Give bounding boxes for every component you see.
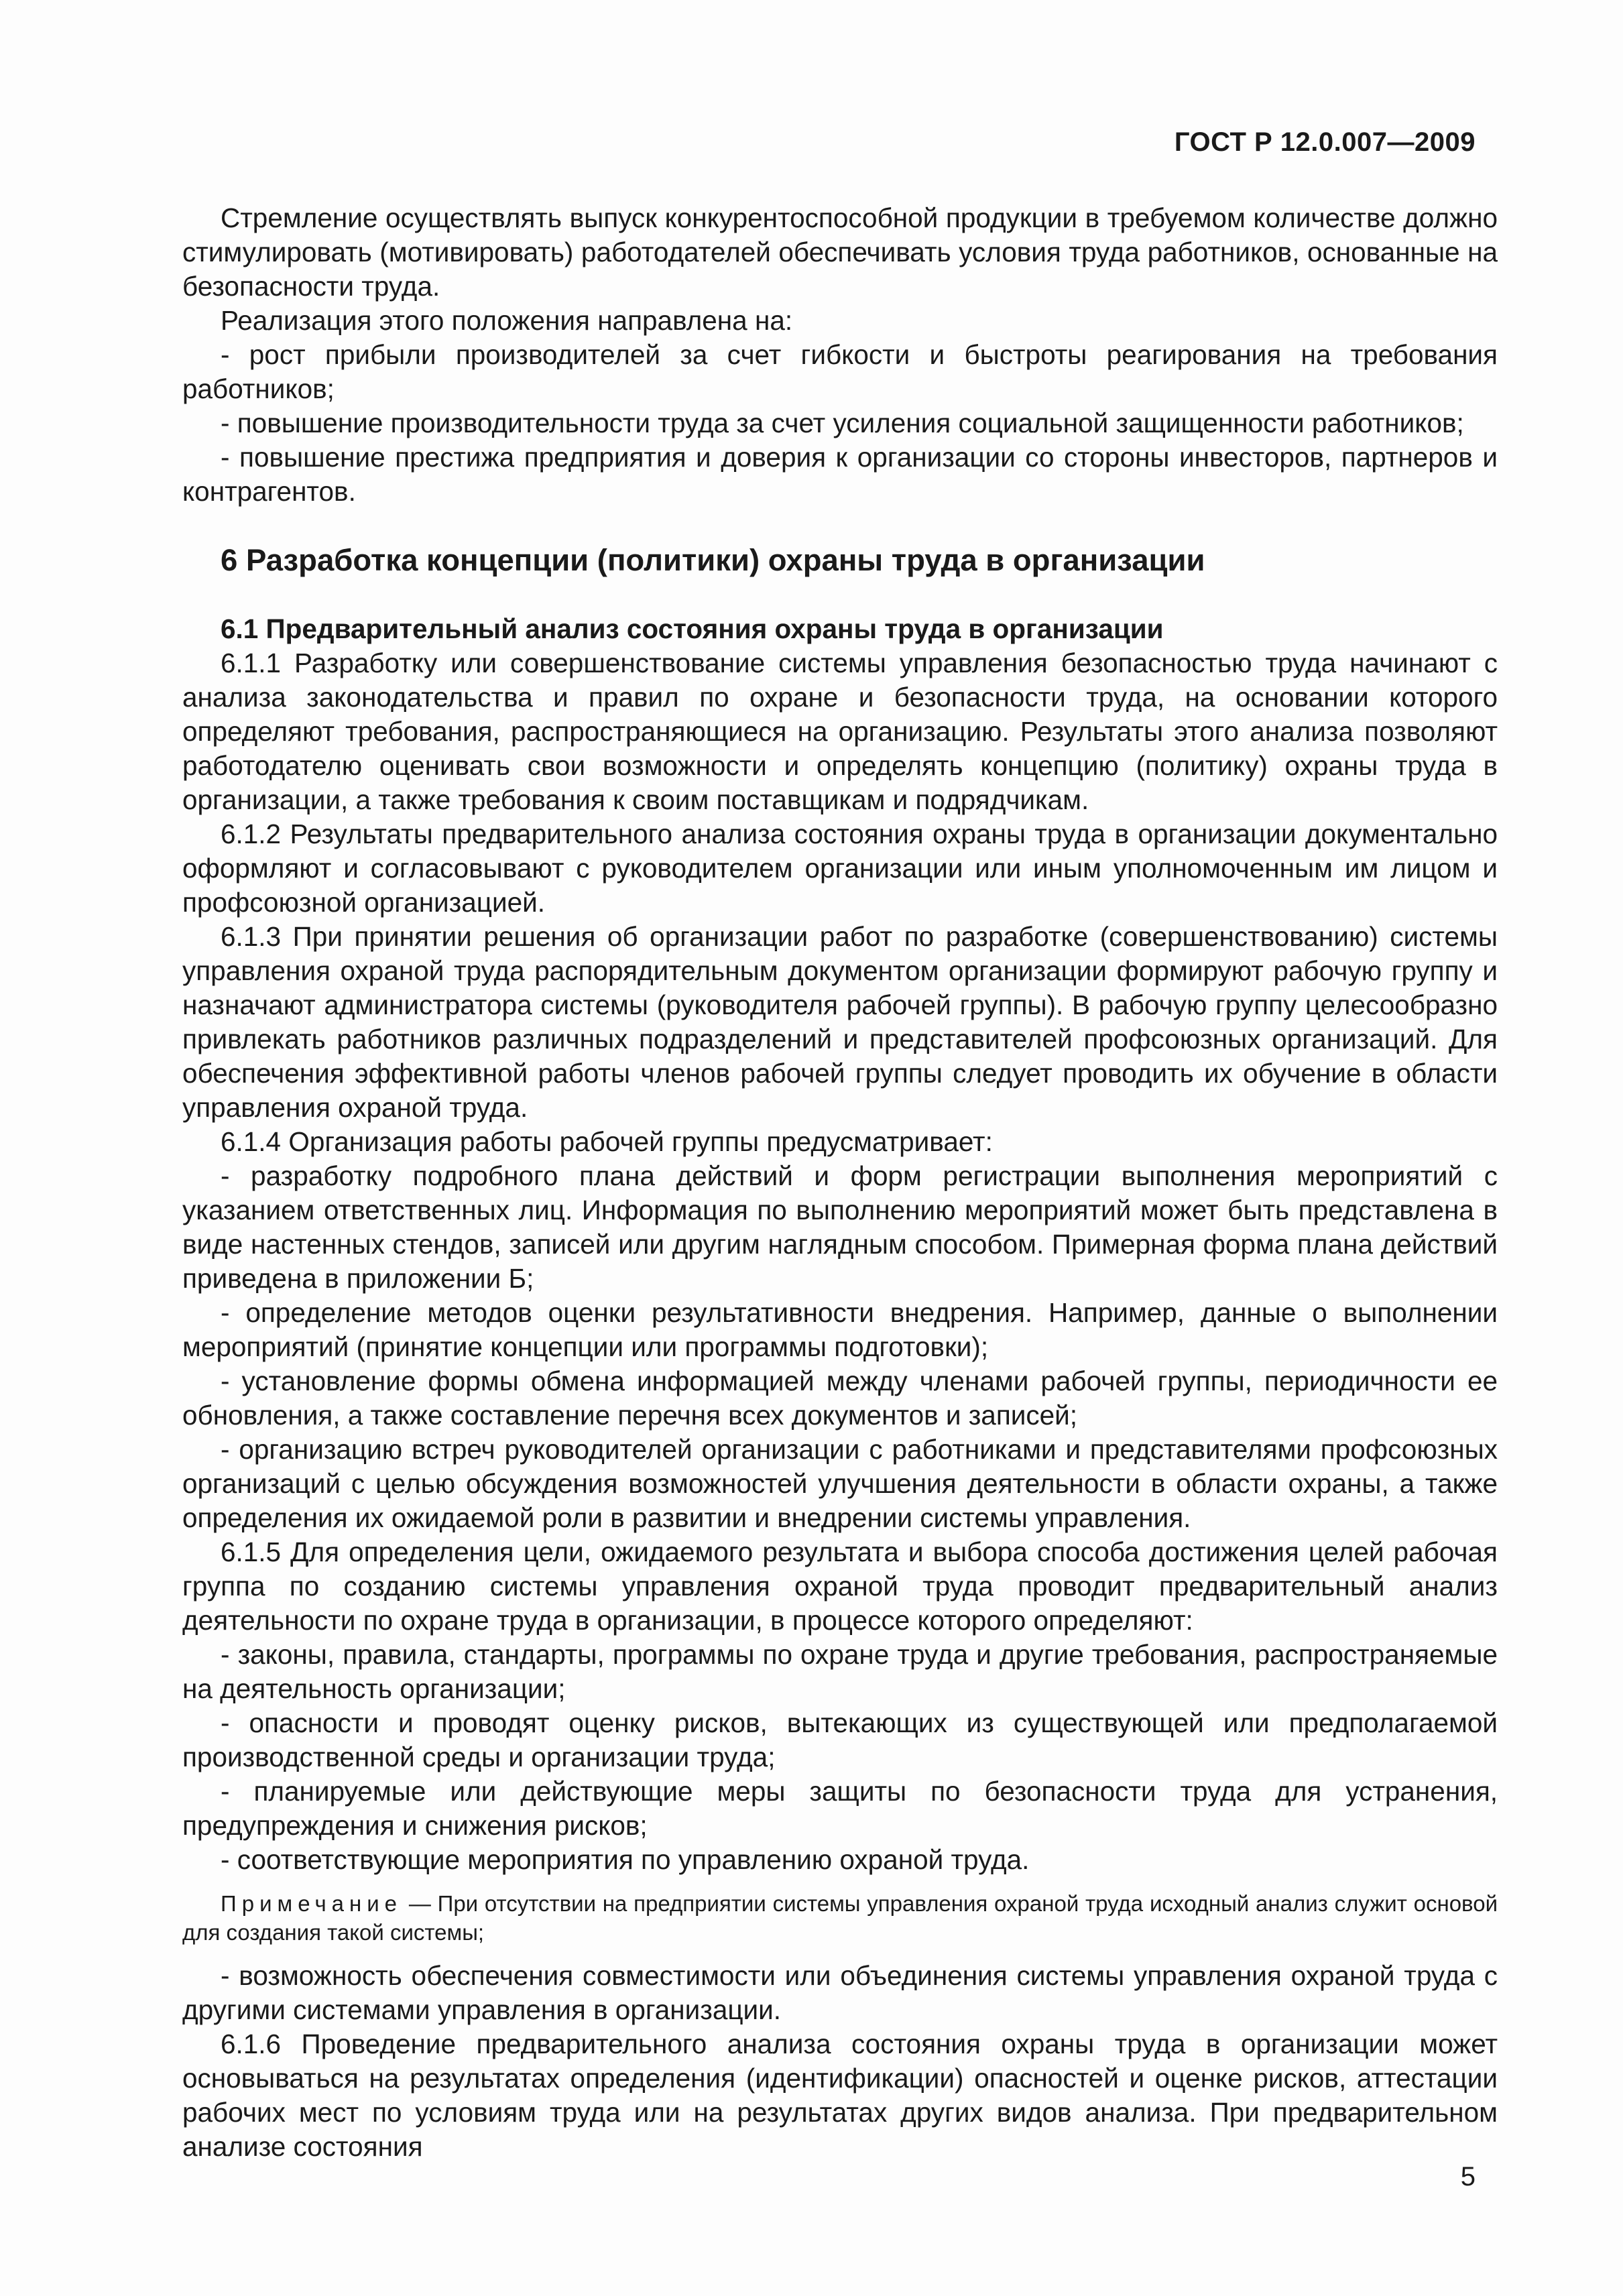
page-number: 5 [1460,2162,1476,2191]
section-heading: 6 Разработка концепции (политики) охраны труда в организации [221,543,1205,577]
paragraph: 6.1.5 Для определения цели, ожидаемого результата и выбора способа достижения целей рабочая группа по созданию системы управления охраной труда проводит предварительный анализ деятельности по охране труда в организации, в процессе которого определяют: [182,1536,1498,1636]
list-item: - установление формы обмена информацией между членами рабочей группы, периодичности ее обновления, а также составление перечня всех документов и записей; [182,1366,1498,1431]
paragraph: 6.1.1 Разработку или совершенствование системы управления безопасностью труда начинают с анализа законодательства и правил по охране и безопасности труда, на основании которого определяют требования, распространяющиеся на организацию. Результаты этого анализа позволяют работодателю оценивать свои возможности и определять концепцию (политику) охраны труда в организации, а также требования к своим поставщикам и подрядчикам. [182,648,1498,815]
paragraph: Реализация этого положения направлена на: [221,305,793,336]
note-label: Примечание [221,1891,403,1916]
list-item: - разработку подробного плана действий и форм регистрации выполнения мероприятий с указанием ответственных лиц. Информация по выполнению мероприятий может быть представлена в виде настенных стендов, записей или другим наглядным способом. Примерная форма плана действий приведена в приложении Б; [182,1160,1498,1294]
list-item: - организацию встреч руководителей организации с работниками и представителями профсоюзных организаций с целью обсуждения возможностей улучшения деятельности в области охраны, а также определения их ожидаемой роли в развитии и внедрении системы управления. [182,1434,1498,1533]
list-item: - планируемые или действующие меры защиты по безопасности труда для устранения, предупреждения и снижения рисков; [182,1776,1498,1841]
list-item: - рост прибыли производителей за счет гибкости и быстроты реагирования на требования работников; [182,339,1498,404]
list-item: - повышение производительности труда за счет усиления социальной защищенности работников; [221,408,1464,438]
paragraph: 6.1.4 Организация работы рабочей группы предусматривает: [221,1126,993,1157]
list-item: - возможность обеспечения совместимости или объединения системы управления охраной труда с другими системами управления в организации. [182,1960,1498,2025]
paragraph: Стремление осуществлять выпуск конкурентоспособной продукции в требуемом количестве должно стимулировать (мотивировать) работодателей обеспечивать условия труда работников, основанные на безопасности труда. [182,202,1498,302]
paragraph: 6.1.3 При принятии решения об организации работ по разработке (совершенствованию) системы управления охраной труда распорядительным документом организации формируют рабочую группу и назначают администратора системы (руководителя рабочей группы). В рабочую группу целесообразно привлекать работников различных подразделений и представителей профсоюзных организаций. Для обеспечения эффективной работы членов рабочей группы следует проводить их обучение в области управления охраной труда. [182,921,1498,1123]
document-header: ГОСТ Р 12.0.007—2009 [1174,127,1476,157]
list-item: - законы, правила, стандарты, программы по охране труда и другие требования, распространяемые на деятельность организации; [182,1639,1498,1704]
document-body [182,201,1498,2164]
subsection-heading: 6.1 Предварительный анализ состояния охраны труда в организации [221,613,1164,644]
list-item: - соответствующие мероприятия по управлению охраной труда. [221,1844,1030,1875]
note-text: — При отсутствии на предприятии системы управления охраной труда исходный анализ служит основой для создания такой системы; [182,1891,1498,1945]
paragraph: 6.1.6 Проведение предварительного анализа состояния охраны труда в организации может основываться на результатах определения (идентификации) опасностей и оценке рисков, аттестации рабочих мест по условиям труда или на результатах других видов анализа. При предварительном анализе состояния [182,2029,1498,2162]
paragraph: 6.1.2 Результаты предварительного анализа состояния охраны труда в организации документально оформляют и согласовывают с руководителем организации или иным уполномоченным им лицом и профсоюзной организацией. [182,819,1498,918]
note [182,1889,1498,1947]
list-item: - определение методов оценки результативности внедрения. Например, данные о выполнении мероприятий (принятие концепции или программы подготовки); [182,1297,1498,1362]
list-item: - опасности и проводят оценку рисков, вытекающих из существующей или предполагаемой производственной среды и организации труда; [182,1707,1498,1772]
list-item: - повышение престижа предприятия и доверия к организации со стороны инвесторов, партнеров и контрагентов. [182,442,1498,507]
